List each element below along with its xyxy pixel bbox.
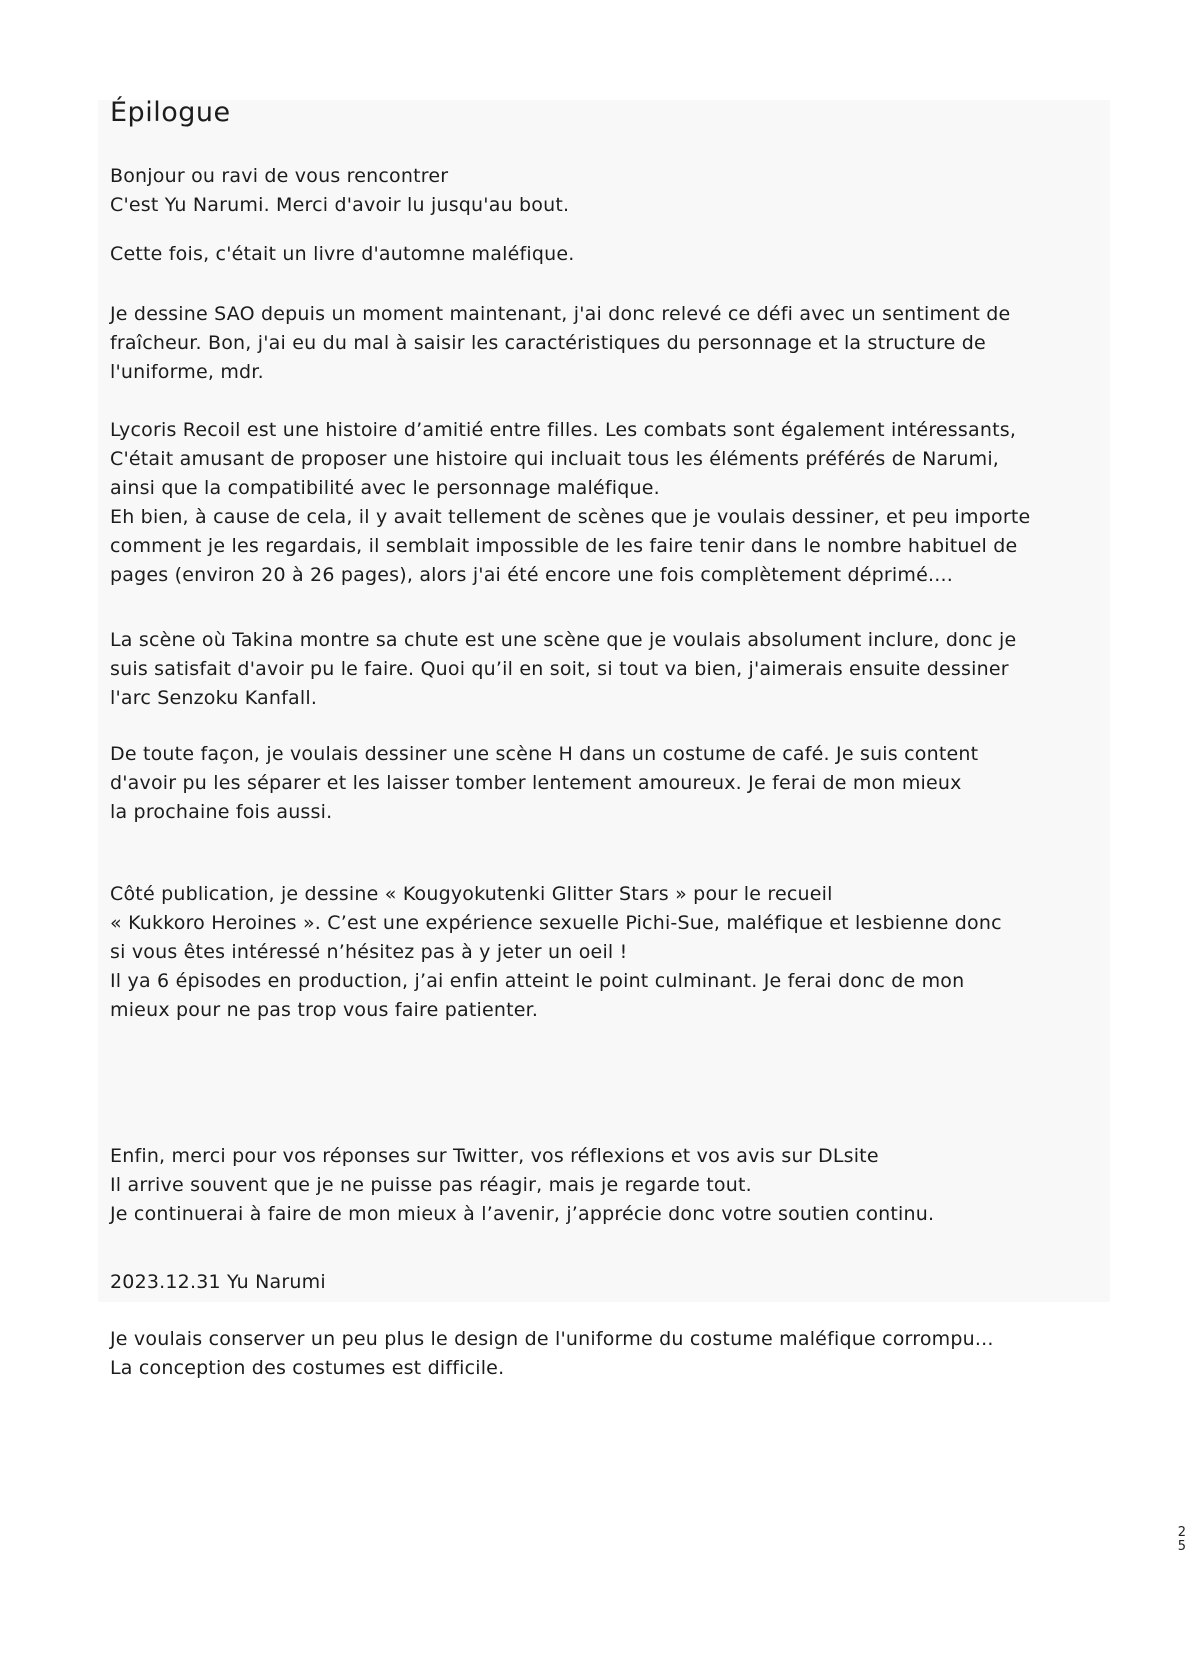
text-line: C'est Yu Narumi. Merci d'avoir lu jusqu'au bout. <box>110 194 570 216</box>
text-line: fraîcheur. Bon, j'ai eu du mal à saisir les caractéristiques du personnage et la structure de <box>110 332 986 354</box>
signature <box>110 1268 1100 1297</box>
paragraph-publication <box>110 880 1100 1025</box>
signature-date-author: 2023.12.31 Yu Narumi <box>110 1271 326 1293</box>
text-line: comment je les regardais, il semblait impossible de les faire tenir dans le nombre habituel de <box>110 535 1018 557</box>
page-number <box>1178 1526 1186 1554</box>
text-line: si vous êtes intéressé n’hésitez pas à y jeter un oeil ! <box>110 941 628 963</box>
text-line: Côté publication, je dessine « Kougyokutenki Glitter Stars » pour le recueil <box>110 883 833 905</box>
page-number-digit: 2 <box>1177 1525 1186 1540</box>
text-line: C'était amusant de proposer une histoire qui incluait tous les éléments préférés de Narumi, <box>110 448 1000 470</box>
text-line: La conception des costumes est difficile. <box>110 1357 505 1379</box>
text-line: Je voulais conserver un peu plus le design de l'uniforme du costume maléfique corrompu... <box>110 1328 994 1350</box>
page-number-digit: 5 <box>1177 1539 1186 1554</box>
text-line: Je dessine SAO depuis un moment maintenant, j'ai donc relevé ce défi avec un sentiment de <box>110 303 1011 325</box>
text-line: Il arrive souvent que je ne puisse pas réagir, mais je regarde tout. <box>110 1174 752 1196</box>
footnote <box>110 1325 994 1383</box>
text-line: Lycoris Recoil est une histoire d’amitié entre filles. Les combats sont également intéressants, <box>110 419 1017 441</box>
text-line: pages (environ 20 à 26 pages), alors j'ai été encore une fois complètement déprimé.... <box>110 564 953 586</box>
text-line: Bonjour ou ravi de vous rencontrer <box>110 165 449 187</box>
text-line: Il ya 6 épisodes en production, j’ai enfin atteint le point culminant. Je ferai donc de mon <box>110 970 965 992</box>
text-line: l'uniforme, mdr. <box>110 361 264 383</box>
epilogue-text-panel <box>98 97 1110 1302</box>
text-line: De toute façon, je voulais dessiner une scène H dans un costume de café. Je suis content <box>110 743 979 765</box>
paragraph-book-theme <box>110 240 1100 269</box>
text-line: l'arc Senzoku Kanfall. <box>110 687 318 709</box>
text-line: ainsi que la compatibilité avec le personnage maléfique. <box>110 477 660 499</box>
paragraph-cafe-costume <box>110 740 1100 827</box>
page-title: Épilogue <box>110 97 231 128</box>
text-line: la prochaine fois aussi. <box>110 801 333 823</box>
text-line: « Kukkoro Heroines ». C’est une expérience sexuelle Pichi-Sue, maléfique et lesbienne donc <box>110 912 1002 934</box>
text-line: Je continuerai à faire de mon mieux à l’avenir, j’apprécie donc votre soutien continu. <box>110 1203 935 1225</box>
paragraph-takina-scene <box>110 626 1100 713</box>
paragraph-lycoris-recoil <box>110 416 1100 590</box>
text-line: Enfin, merci pour vos réponses sur Twitter, vos réflexions et vos avis sur DLsite <box>110 1145 879 1167</box>
text-line: suis satisfait d'avoir pu le faire. Quoi qu’il en soit, si tout va bien, j'aimerais ensuite dessiner <box>110 658 1009 680</box>
text-line: mieux pour ne pas trop vous faire patienter. <box>110 999 539 1021</box>
text-line: Cette fois, c'était un livre d'automne maléfique. <box>110 243 575 265</box>
paragraph-thanks <box>110 1142 1100 1229</box>
text-line: d'avoir pu les séparer et les laisser tomber lentement amoureux. Je ferai de mon mieux <box>110 772 962 794</box>
text-line: La scène où Takina montre sa chute est une scène que je voulais absolument inclure, donc je <box>110 629 1017 651</box>
text-line: Eh bien, à cause de cela, il y avait tellement de scènes que je voulais dessiner, et peu importe <box>110 506 1031 528</box>
paragraph-greeting <box>110 162 1100 220</box>
paragraph-sao <box>110 300 1100 387</box>
